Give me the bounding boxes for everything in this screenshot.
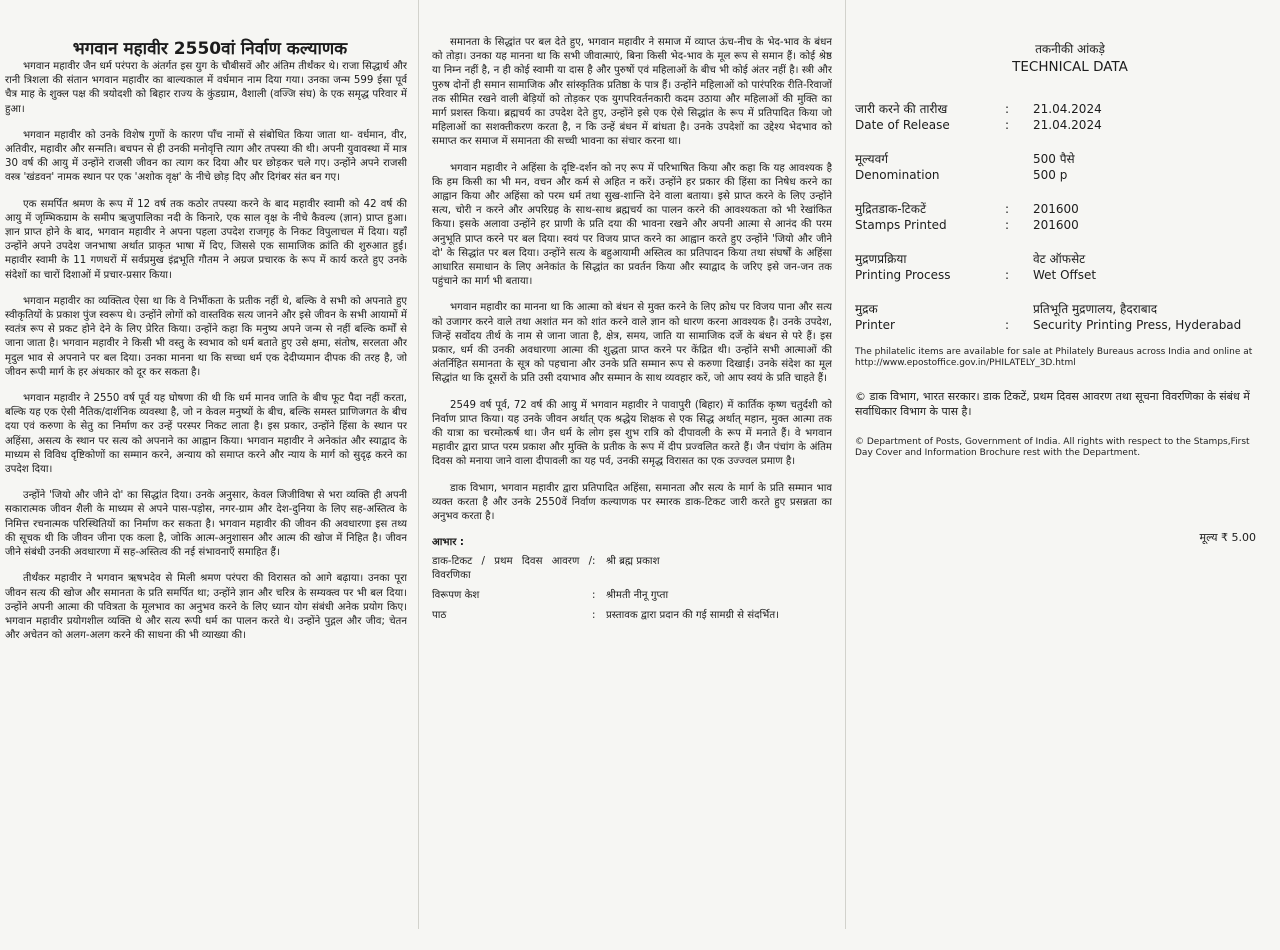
acknowledgements — [432, 536, 832, 623]
paragraph: भगवान महावीर ने 2550 वर्ष पूर्व यह घोषणा की थी कि धर्म मानव जाति के बीच फूट पैदा नहीं करता, बल्कि यह एक ऐसी नैतिक/दार्शनिक व्यवस्था है, जो न केवल मनुष्यों के बीच, बल्कि समस्त प्राणिजगत के बीच दया एवं करुणा के सेतु का निर्माण कर उन्हें परस्पर निकट लाता है। इस प्रकार, उन्होंने हिंसा के स्थान पर अहिंसा, असत्य के स्थान पर सत्य को अपनाने का आह्वान किया। भगवान महावीर ने अनेकांत और स्याद्वाद के माध्यम से विविध दृष्टिकोणों का सम्मान करने, अन्याय को समाप्त करने और न्याय के मार्ग को सुदृढ़ करने का उपदेश दिया। — [5, 393, 407, 476]
paragraph: तीर्थंकर महावीर ने भगवान ऋषभदेव से मिली श्रमण परंपरा की विरासत को आगे बढ़ाया। उनका पूरा जीवन सत्य की खोज और समानता के प्रति समर्पित था; उन्होंने ज्ञान और चरित्र के सम्यक्त्व पर भी बल दिया। उन्होंने अपनी आत्मा की पवित्रता के मूलभाव का अनुभव करने के लिए ध्यान योग संबंधी अनेक प्रयोग किए। भगवान महावीर प्रयोगशील व्यक्ति थे और सत्य रूपी धर्म का पालन करते थे। उन्होंने पुद्गल और जीव; चेतन और अचेतन को अलग-अलग करने की साधना की भी व्याख्या की। — [5, 573, 407, 642]
ack-separator: : — [592, 555, 596, 567]
label-hindi: मुद्रणप्रक्रिया — [855, 252, 907, 266]
tech-row-printing-process — [855, 251, 1255, 283]
heading-hindi: तकनीकी आंकड़े — [1035, 42, 1105, 56]
paragraph: भगवान महावीर का मानना था कि आत्मा को बंधन से मुक्त करने के लिए क्रोध पर विजय पाना और सत्य को उजागर करने वाले तथा अशांत मन को शांत करने वाले ज्ञान को धारण करना आवश्यक है। उनके उपदेश, जिन्हें सर्वोदय तीर्थ के नाम से जाना जाता है, क्षेत्र, समय, जाति या सामाजिक दर्जे के बंधन से परे हैं। इस प्रकार, धर्म की उनकी अवधारणा आत्मा की शुद्धता प्राप्त करने पर केंद्रित थी। उन्होंने सभी आत्माओं की अंतर्निहित समानता के सूत्र को पहचाना और उनके प्रति सम्मान रूप से करुणा दिखाई। उनके संदेश का मूल सिद्धांत था कि दूसरों के प्रति उसी दयाभाव और सम्मान के साथ व्यवहार करें, जो आप स्वयं के प्रति चाहते हैं। — [432, 302, 832, 385]
ack-value: प्रस्तावक द्वारा प्रदान की गई सामग्री से संदर्भित। — [606, 610, 780, 622]
paragraph: 2549 वर्ष पूर्व, 72 वर्ष की आयु में भगवान महावीर ने पावापुरी (बिहार) में कार्तिक कृष्ण चतुर्दशी को निर्वाण प्राप्त किया। यह उनके जीवन अर्थात् एक श्रद्धेय शिक्षक से एक सिद्ध अर्थात् महान, मुक्त आत्मा तक की यात्रा का चरमोत्कर्ष था। जैन धर्म के लोग इस शुभ रात्रि को दीपावली के रूप में मनाते हैं। वे भगवान महावीर द्वारा प्राप्त परम प्रकाश और मुक्ति के प्रतीक के रूप में दीप प्रज्वलित करते हैं। जैन पंचांग के अंतिम दिवस को मनाया जाने वाला दीपावली का यह पर्व, उनकी समृद्ध विरासत का एक उज्ज्वल प्रमाण है। — [432, 399, 832, 468]
paragraph: भगवान महावीर का व्यक्तित्व ऐसा था कि वे निर्भीकता के प्रतीक नहीं थे, बल्कि वे सभी को अपनाते हुए स्वीकृतियों के प्रकाश पुंज स्वरूप थे। उन्होंने लोगों को वास्तविक सत्य जानने और इसे जीवन के सभी आयामों में स्वतंत्र रूप से प्रकट होने देने के लिए प्रेरित किया। उन्होंने कहा कि मनुष्य अपने जन्म से नहीं बल्कि कर्मों से जाना जाता है। भगवान महावीर ने किसी भी वस्तु के स्वभाव को धर्म बताते हुए उसे क्षमा, संतोष, सरलता और मृदुल भाव से अपनाने पर बल दिया। उनका मानना था कि सच्चा धर्म एक देदीप्यमान दीपक की तरह है, जो जीवन रूपी मार्ग के हर अंधकार को दूर कर सकता है। — [5, 295, 407, 378]
ack-row — [432, 609, 832, 623]
value-english: 21.04.2024 — [1033, 118, 1102, 132]
ack-label: डाक-टिकट / प्रथम दिवस आवरण / विवरणिका — [432, 555, 592, 581]
value-hindi: 21.04.2024 — [1033, 102, 1102, 116]
price-label: मूल्य ₹ 5.00 — [1199, 531, 1256, 544]
paragraph: एक समर्पित श्रमण के रूप में 12 वर्ष तक कठोर तपस्या करने के बाद महावीर स्वामी को 42 वर्ष की आयु में जृम्भिकग्राम के समीप ऋजुपालिका नदी के किनारे, एक साल वृक्ष के नीचे कैवल्य (ज्ञान) प्राप्त हुआ। ज्ञान प्राप्त होने के बाद, भगवान महावीर ने अपना पहला उपदेश राजगृह के निकट विपुलाचल में दिया। यहाँ उन्होंने अपने उपदेश जनभाषा अर्थात प्राकृत भाषा में दिए, जिससे एक सामाजिक क्रांति की शुरुआत हुई। महावीर स्वामी के 11 गणधरों में सर्वप्रमुख इंद्रभूति गौतम ने अग्रज प्रचारक के रूप में कार्य करते हुए उनके संदेशों का चारों दिशाओं में प्रचार-प्रसार किया। — [5, 198, 407, 281]
value-hindi: 201600 — [1033, 202, 1079, 216]
heading-english: TECHNICAL DATA — [1012, 59, 1128, 75]
ack-separator: : — [592, 589, 596, 601]
value-english: 500 p — [1033, 168, 1068, 182]
label-english: Date of Release — [855, 118, 950, 132]
fold-line — [418, 0, 419, 929]
paragraph: भगवान महावीर जैन धर्म परंपरा के अंतर्गत इस युग के चौबीसवें और अंतिम तीर्थंकर थे। राजा सिद्धार्थ और रानी त्रिशला की संतान भगवान महावीर का बाल्यकाल में वर्धमान नाम दिया गया। उनका जन्म 599 ईसा पूर्व चैत्र माह के शुक्ल पक्ष की त्रयोदशी को बिहार राज्य के कुंडग्राम, वैशाली (वज्जि संघ) के एक समृद्ध परिवार में हुआ। — [5, 61, 407, 115]
label-hindi: मूल्यवर्ग — [855, 152, 889, 166]
paragraph: समानता के सिद्धांत पर बल देते हुए, भगवान महावीर ने समाज में व्याप्त ऊंच-नीच के भेद-भाव के बंधन को तोड़ा। उनका यह मानना था कि सभी जीवात्माएं, बिना किसी भेद-भाव के मूल रूप से समान हैं। कोई श्रेष्ठ या निम्न नहीं है, न ही कोई स्वामी या दास है और पुरुषों एवं महिलाओं के बीच भी कोई अंतर नहीं है। स्त्री और पुरुष दोनों ही समान सामाजिक और सांस्कृतिक प्रतिष्ठा के पात्र हैं। उन्होंने महिलाओं को पारंपरिक रीति-रिवाजों तक सीमित रखने वाली बेड़ियों को तोड़कर एक युगपरिवर्तनकारी कदम उठाया और महिलाओं की मुक्ति का मार्ग प्रशस्त किया। ब्रह्मचर्य का उपदेश देते हुए, उन्होंने इसे एक ऐसे सिद्धांत के रूप में प्रतिपादित किया जो महिलाओं का सशक्तीकरण करता है, न कि उन्हें बंधन में बांधता है। उनके उपदेशों का उद्देश्य भेदभाव को समाप्त कर समाज में समानता की सच्ची भावना का संचार करना था। — [432, 37, 832, 148]
separator: : — [1005, 318, 1010, 332]
acknowledgements-title: आभार : — [432, 537, 464, 549]
ack-label: विरूपण केश — [432, 589, 480, 601]
label-english: Printing Process — [855, 268, 951, 282]
tech-row-stamps-printed — [855, 201, 1255, 233]
copyright-english: © Department of Posts, Government of India. All rights with respect to the Stamps,First Day Cover and Information Brochure rest with the Department. — [855, 437, 1250, 458]
separator: : — [1005, 102, 1010, 116]
label-hindi: मुद्रक — [855, 302, 878, 316]
tech-row-denomination — [855, 151, 1255, 183]
ack-value: श्रीमती नीनू गुप्ता — [606, 589, 669, 601]
label-english: Stamps Printed — [855, 218, 947, 232]
technical-data-panel — [855, 40, 1255, 459]
value-hindi: वेट ऑफसेट — [1033, 252, 1086, 266]
paragraph: डाक विभाग, भगवान महावीर द्वारा प्रतिपादित अहिंसा, समानता और सत्य के मार्ग के प्रति सम्मान भाव व्यक्त करता है और उनके 2550वें निर्वाण कल्याणक पर स्मारक डाक-टिकट जारी करते हुए प्रसन्नता का अनुभव करता है। — [432, 482, 832, 523]
tech-row-release-date — [855, 101, 1255, 133]
value-english: 201600 — [1033, 218, 1079, 232]
value-english: Wet Offset — [1033, 268, 1097, 282]
ack-separator: : — [592, 610, 596, 622]
middle-column — [432, 36, 832, 926]
ack-label: पाठ — [432, 610, 447, 622]
separator: : — [1005, 202, 1010, 216]
label-english: Printer — [855, 318, 895, 332]
paragraph: उन्होंने 'जियो और जीने दो' का सिद्धांत दिया। उनके अनुसार, केवल जिजीविषा से भरा व्यक्ति ही अपनी सकारात्मक जीवन शैली के माध्यम से अपने पास-पड़ोस, नगर-ग्राम और देश-दुनिया के लिए सह-अस्तित्व के निमित्त रचनात्मक परिस्थितियों का निर्माण कर सकता है। भगवान महावीर की जीवन की अवधारणा इस तथ्य की सूचक थी कि जीवन जीना एक कला है, जोकि आत्म-अनुशासन और आत्म की खोज में निहित है। जीवन जीने संबंधी उनकी अवधारणा में सह-अस्तित्व की नई संभावनाएँ समाहित हैं। — [5, 490, 407, 559]
separator: : — [1005, 218, 1010, 232]
paragraph: भगवान महावीर ने अहिंसा के दृष्टि-दर्शन को नए रूप में परिभाषित किया और कहा कि यह आवश्यक है कि हम किसी का भी मन, वचन और कर्म से अहित न करें। उन्होंने हर प्रकार की हिंसा का निषेध करने का आह्वान किया और अहिंसा को परम धर्म तथा सुख-शान्ति देने वाला बताया। इसे प्राप्त करने के लिए उन्होंने सत्य, चोरी न करने और अपरिग्रह के साथ-साथ ब्रह्मचर्य का पालन करने की आवश्यकता को भी रेखांकित किया। इसके अलावा उन्होंने हर प्राणी के प्रति दया की भावना रखने और अपनी आत्मा से आनंद की परम अनुभूति प्राप्त करने पर बल दिया। स्वयं पर विजय प्राप्त करने का आह्वान करते हुए उन्होंने 'जियो और जीने दो' के सिद्धांत पर बल दिया। उन्होंने सत्य के बहुआयामी अस्तित्व का प्रतिपादन किया तथा संघर्षों के अहिंसा आधारित समाधान के लिए अनेकांत के सिद्धांत का प्रवर्तन किया और स्याद्वाद के जरिए इसे जन-जन तक पहुंचाने का मार्ग भी बताया। — [432, 162, 832, 288]
ack-value: श्री ब्रह्म प्रकाश — [606, 555, 660, 567]
ack-row — [432, 589, 832, 603]
left-column — [5, 60, 407, 950]
technical-data-heading — [885, 40, 1255, 75]
fold-line — [845, 0, 846, 929]
copyright-hindi: © डाक विभाग, भारत सरकार। डाक टिकटें, प्रथम दिवस आवरण तथा सूचना विवरणिका के संबंध में सर्वाधिकार विभाग के पास है। — [855, 390, 1250, 418]
separator: : — [1005, 268, 1010, 282]
label-english: Denomination — [855, 168, 940, 182]
philatelic-note: The philatelic items are available for sale at Philately Bureaus across India and online at http://www.epostoffice.gov.in/PHILATELY_3D.html — [855, 347, 1253, 368]
paragraph: भगवान महावीर को उनके विशेष गुणों के कारण पाँच नामों से संबोधित किया जाता था- वर्धमान, वीर, अतिवीर, महावीर और सन्मति। बचपन से ही उनकी मनोवृत्ति त्याग और तपस्या की थी। अपनी युवावस्था में मात्र 30 वर्ष की आयु में उन्होंने राजसी जीवन का त्याग कर दिया और घर छोड़कर चले गए। उन्होंने अपने राजसी वस्त्र 'खंडवन' नामक स्थान पर एक 'अशोक वृक्ष' के नीचे छोड़ दिए और दिगंबर संत बन गए। — [5, 129, 407, 184]
ack-row — [432, 555, 832, 583]
value-hindi: प्रतिभूति मुद्रणालय, हैदराबाद — [1033, 302, 1158, 316]
label-hindi: जारी करने की तारीख — [855, 102, 948, 116]
page-title: भगवान महावीर 2550वां निर्वाण कल्याणक — [72, 39, 348, 59]
tech-row-printer — [855, 301, 1255, 333]
label-hindi: मुद्रितडाक-टिकटें — [855, 202, 926, 216]
value-hindi: 500 पैसे — [1033, 152, 1075, 166]
value-english: Security Printing Press, Hyderabad — [1033, 318, 1242, 332]
separator: : — [1005, 118, 1010, 132]
